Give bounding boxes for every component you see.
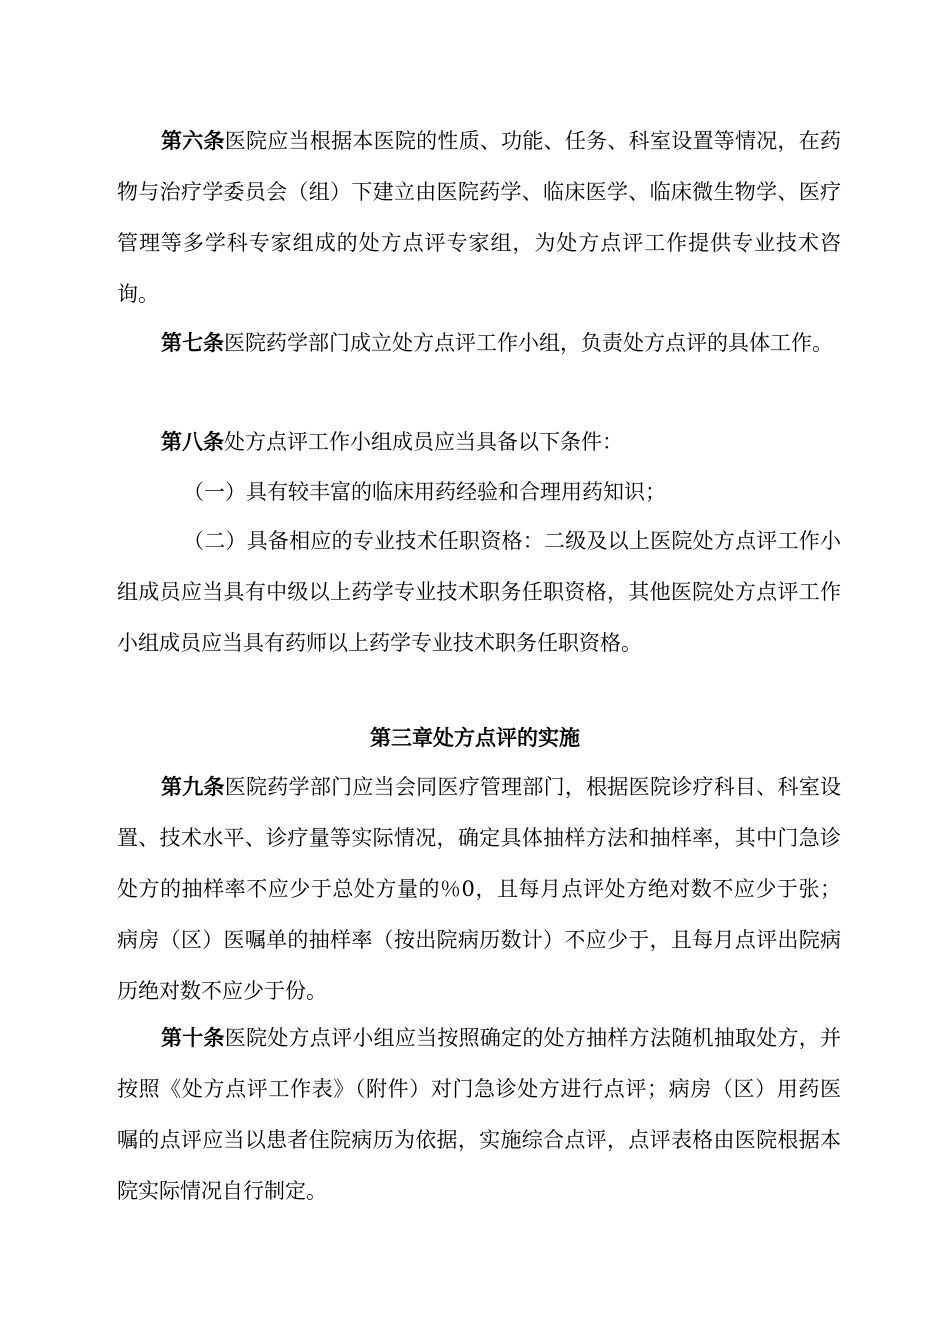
- article-9-text: 医院药学部门应当会同医疗管理部门，根据医院诊疗科目、科室设置、技术水平、诊疗量等实际情况，确定具体抽样方法和抽样率，其中门急诊处方的抽样率不应少于总处方量的％0，且每月点评处方绝对数不应少于张；病房（区）医嘱单的抽样率（按出院病历数计）不应少于，且每月点评出院病历绝对数不应少于份。: [117, 775, 842, 1003]
- article-7-heading: 第七条: [161, 330, 224, 355]
- article-8-heading: 第八条: [161, 429, 224, 454]
- article-6-paragraph: [117, 115, 841, 320]
- article-7-text: 医院药学部门成立处方点评工作小组，负责处方点评的具体工作。: [224, 331, 833, 355]
- article-7-paragraph: [117, 317, 841, 369]
- article-6-text: 医院应当根据本医院的性质、功能、任务、科室设置等情况，在药物与治疗学委员会（组）下建立由医院药学、临床医学、临床微生物学、医疗管理等多学科专家组成的处方点评专家组，为处方点评工作提供专业技术咨询。: [117, 129, 842, 306]
- article-10-heading: 第十条: [161, 1025, 225, 1050]
- article-8-item-1: [117, 467, 841, 518]
- article-6-heading: 第六条: [161, 128, 225, 153]
- article-10-text: 医院处方点评小组应当按照确定的处方抽样方法随机抽取处方，并按照《处方点评工作表》（附件）对门急诊处方进行点评；病房（区）用药医嘱的点评应当以患者住院病历为依据，实施综合点评，点评表格由医院根据本院实际情况自行制定。: [117, 1026, 842, 1203]
- article-9-paragraph: [117, 761, 841, 1017]
- article-10-paragraph: [117, 1012, 841, 1217]
- article-8-item-2: [117, 516, 841, 669]
- article-8-text: 处方点评工作小组成员应当具备以下条件：: [224, 430, 623, 454]
- article-8-item-1-text: （一）具有较丰富的临床用药经验和合理用药知识；: [183, 480, 666, 504]
- article-9-heading: 第九条: [161, 774, 225, 799]
- article-8-paragraph: [117, 416, 841, 468]
- chapter-3-heading: 第三章处方点评的实施: [370, 725, 580, 750]
- article-8-item-2-text: （二）具备相应的专业技术任职资格：二级及以上医院处方点评工作小组成员应当具有中级以上药学专业技术职务任职资格，其他医院处方点评工作小组成员应当具有药师以上药学专业技术职务任职资格。: [117, 529, 841, 655]
